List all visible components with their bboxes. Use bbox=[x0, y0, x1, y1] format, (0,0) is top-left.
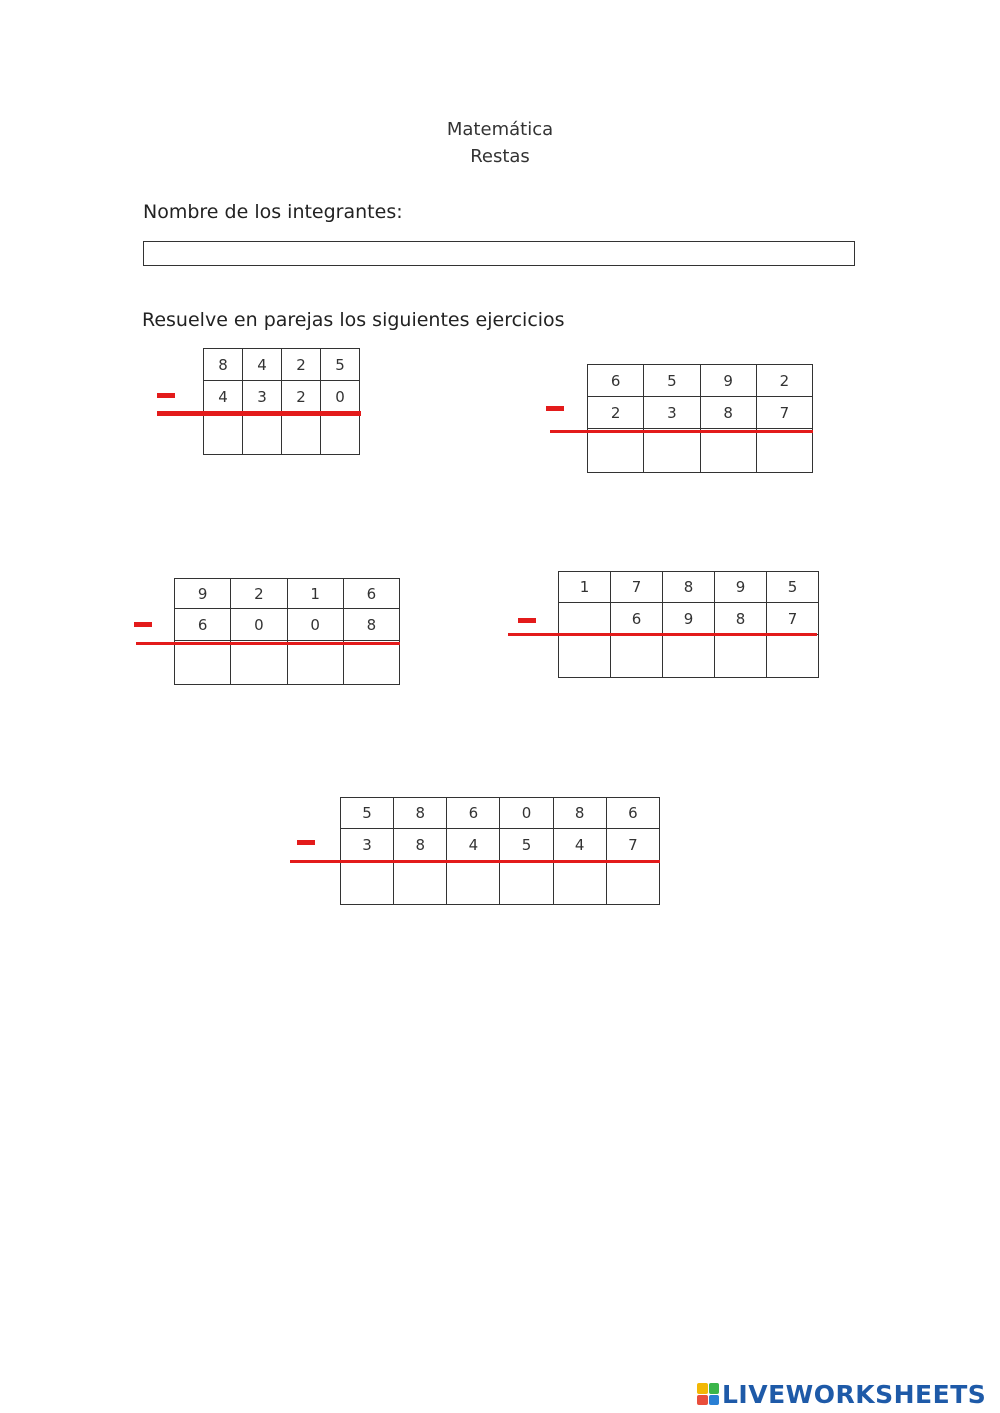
page-subtitle: Restas bbox=[470, 146, 530, 167]
exercise-2-top-digit: 2 bbox=[756, 365, 812, 397]
exercise-4-minus-sign bbox=[518, 618, 536, 623]
exercise-4-answer-cell[interactable] bbox=[715, 635, 767, 678]
exercise-2-top-digit: 6 bbox=[588, 365, 644, 397]
exercise-5-answer-cell[interactable] bbox=[341, 861, 394, 905]
exercise-5-answer-cell[interactable] bbox=[606, 861, 659, 905]
exercise-3-top-digit: 1 bbox=[287, 579, 343, 609]
exercise-5-top-digit: 6 bbox=[447, 798, 500, 829]
exercise-3-grid bbox=[174, 578, 400, 685]
exercise-5-top-digit: 6 bbox=[606, 798, 659, 829]
exercise-1-answer-cell[interactable] bbox=[243, 413, 282, 455]
liveworksheets-logo bbox=[697, 1381, 986, 1407]
exercise-3-top-digit: 2 bbox=[231, 579, 287, 609]
exercise-1-minus-sign bbox=[157, 393, 175, 398]
exercise-3-bottom-digit: 8 bbox=[343, 609, 399, 641]
exercise-2-result-line bbox=[550, 430, 813, 433]
exercise-2-minus-sign bbox=[546, 406, 564, 411]
exercise-1-bottom-digit: 2 bbox=[282, 381, 321, 413]
exercise-1-answer-cell[interactable] bbox=[321, 413, 360, 455]
exercise-4-answer-cell[interactable] bbox=[611, 635, 663, 678]
exercise-1-top-digit: 4 bbox=[243, 349, 282, 381]
exercise-4-top-digit: 9 bbox=[715, 572, 767, 603]
exercise-5-bottom-digit: 4 bbox=[553, 829, 606, 861]
exercise-1-answer-cell[interactable] bbox=[204, 413, 243, 455]
exercise-5-bottom-digit: 3 bbox=[341, 829, 394, 861]
exercise-1-top-digit: 5 bbox=[321, 349, 360, 381]
exercise-4-bottom-digit bbox=[559, 603, 611, 635]
exercise-2-answer-cell[interactable] bbox=[700, 429, 756, 473]
exercise-1-bottom-digit: 4 bbox=[204, 381, 243, 413]
exercise-3-bottom-digit: 0 bbox=[231, 609, 287, 641]
names-label: Nombre de los integrantes: bbox=[143, 201, 403, 223]
exercise-1-top-digit: 2 bbox=[282, 349, 321, 381]
exercise-2-top-digit: 9 bbox=[700, 365, 756, 397]
exercise-2-bottom-digit: 8 bbox=[700, 397, 756, 429]
exercise-1-answer-cell[interactable] bbox=[282, 413, 321, 455]
names-input[interactable] bbox=[143, 241, 855, 266]
exercise-2-bottom-digit: 2 bbox=[588, 397, 644, 429]
exercise-3-minus-sign bbox=[134, 622, 152, 627]
exercise-4-bottom-digit: 9 bbox=[663, 603, 715, 635]
exercise-4-answer-cell[interactable] bbox=[559, 635, 611, 678]
exercise-5-result-line bbox=[290, 860, 660, 863]
instruction-text: Resuelve en parejas los siguientes ejercicios bbox=[142, 309, 565, 331]
exercise-5-answer-cell[interactable] bbox=[553, 861, 606, 905]
exercise-5-answer-cell[interactable] bbox=[447, 861, 500, 905]
exercise-4-top-digit: 5 bbox=[767, 572, 819, 603]
exercise-5-top-digit: 0 bbox=[500, 798, 553, 829]
exercise-4-answer-cell[interactable] bbox=[767, 635, 819, 678]
exercise-5-bottom-digit: 8 bbox=[394, 829, 447, 861]
liveworksheets-logo-text: LIVEWORKSHEETS bbox=[722, 1379, 987, 1409]
exercise-5-top-digit: 8 bbox=[553, 798, 606, 829]
exercise-4-bottom-digit: 6 bbox=[611, 603, 663, 635]
exercise-2-bottom-digit: 3 bbox=[644, 397, 700, 429]
exercise-5-answer-cell[interactable] bbox=[500, 861, 553, 905]
exercise-1-result-line bbox=[157, 411, 361, 416]
exercise-3-top-digit: 9 bbox=[175, 579, 231, 609]
exercise-5-top-digit: 8 bbox=[394, 798, 447, 829]
exercise-5-grid bbox=[340, 797, 660, 905]
exercise-4-result-line bbox=[508, 633, 817, 636]
page-title: Matemática bbox=[446, 119, 554, 140]
exercise-1-top-digit: 8 bbox=[204, 349, 243, 381]
liveworksheets-logo-icon bbox=[697, 1383, 719, 1405]
exercise-3-bottom-digit: 0 bbox=[287, 609, 343, 641]
exercise-1-bottom-digit: 3 bbox=[243, 381, 282, 413]
exercise-2-grid bbox=[587, 364, 813, 473]
exercise-4-top-digit: 1 bbox=[559, 572, 611, 603]
exercise-5-bottom-digit: 4 bbox=[447, 829, 500, 861]
exercise-5-top-digit: 5 bbox=[341, 798, 394, 829]
exercise-3-answer-cell[interactable] bbox=[287, 641, 343, 685]
exercise-5-bottom-digit: 5 bbox=[500, 829, 553, 861]
exercise-3-top-digit: 6 bbox=[343, 579, 399, 609]
exercise-4-grid bbox=[558, 571, 819, 678]
exercise-3-answer-cell[interactable] bbox=[231, 641, 287, 685]
exercise-2-top-digit: 5 bbox=[644, 365, 700, 397]
exercise-5-answer-cell[interactable] bbox=[394, 861, 447, 905]
exercise-4-answer-cell[interactable] bbox=[663, 635, 715, 678]
exercise-4-top-digit: 8 bbox=[663, 572, 715, 603]
exercise-3-answer-cell[interactable] bbox=[343, 641, 399, 685]
exercise-4-bottom-digit: 7 bbox=[767, 603, 819, 635]
exercise-2-answer-cell[interactable] bbox=[644, 429, 700, 473]
exercise-2-bottom-digit: 7 bbox=[756, 397, 812, 429]
exercise-3-answer-cell[interactable] bbox=[175, 641, 231, 685]
exercise-5-minus-sign bbox=[297, 840, 315, 845]
exercise-3-bottom-digit: 6 bbox=[175, 609, 231, 641]
exercise-4-bottom-digit: 8 bbox=[715, 603, 767, 635]
exercise-2-answer-cell[interactable] bbox=[756, 429, 812, 473]
exercise-1-bottom-digit: 0 bbox=[321, 381, 360, 413]
exercise-5-bottom-digit: 7 bbox=[606, 829, 659, 861]
exercise-2-answer-cell[interactable] bbox=[588, 429, 644, 473]
exercise-4-top-digit: 7 bbox=[611, 572, 663, 603]
exercise-3-result-line bbox=[136, 642, 400, 645]
exercise-1-grid bbox=[203, 348, 360, 455]
